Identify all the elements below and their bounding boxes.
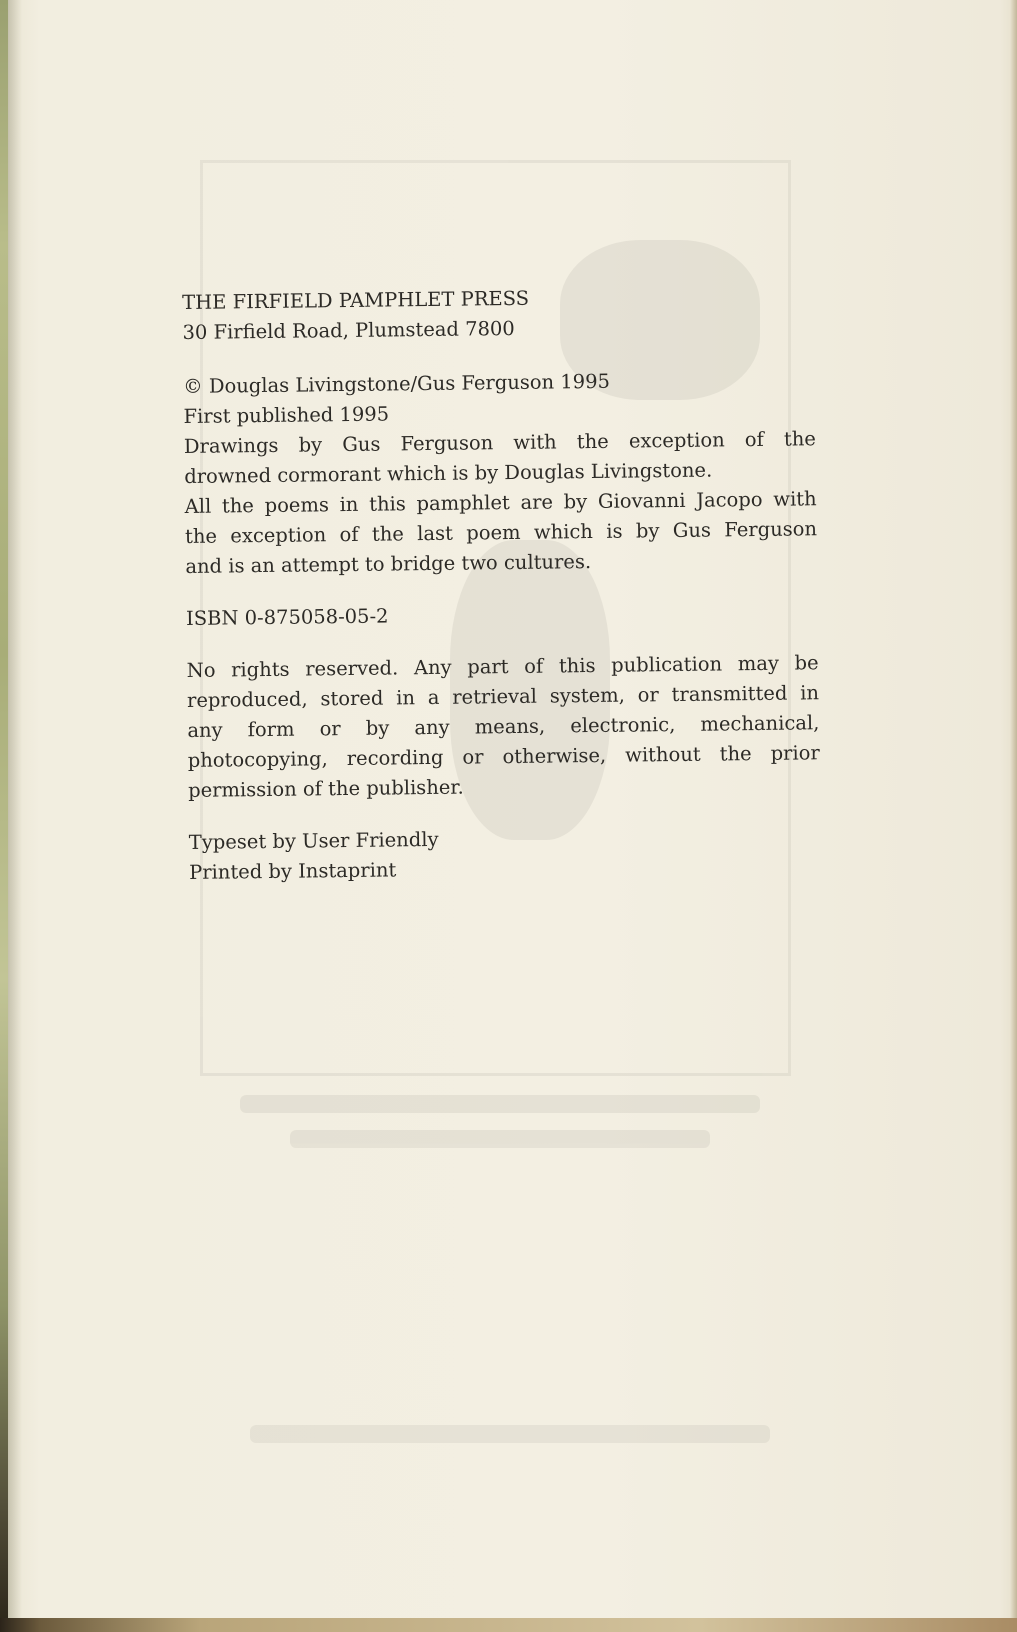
poems-credit-line: All the poems in this pamphlet are by Giovanni Jacopo with: [184, 487, 817, 518]
drawings-credit-line: Drawings by Gus Ferguson with the exception of the: [183, 427, 817, 458]
poems-credit-line: and is an attempt to bridge two cultures.: [185, 550, 592, 578]
isbn: ISBN 0-875058-05-2: [185, 604, 389, 630]
poems-credit-line: the exception of the last poem which is by Gus Ferguson: [184, 517, 818, 548]
rights-notice-line: any form or by any means, electronic, mechanical,: [187, 711, 820, 742]
show-through-text: [290, 1130, 710, 1148]
rights-notice-line: permission of the publisher.: [187, 775, 464, 802]
publisher-name: THE FIRFIELD PAMPHLET PRESS: [182, 286, 530, 314]
page-bottom-edge: [0, 1618, 1017, 1632]
typeset-credit: Typeset by User Friendly: [188, 827, 439, 854]
page-right-edge: [1010, 0, 1017, 1632]
copyright-notice: © Douglas Livingstone/Gus Ferguson 1995: [183, 369, 611, 398]
drawings-credit-line: drowned cormorant which is by Douglas Livingstone.: [184, 458, 713, 488]
copyright-page-text: [182, 280, 821, 888]
first-published: First published 1995: [183, 402, 390, 428]
publisher-address: 30 Firfield Road, Plumstead 7800: [182, 316, 515, 344]
rights-notice-line: No rights reserved. Any part of this publication may be: [186, 651, 819, 682]
show-through-text: [250, 1425, 770, 1443]
printer-credit: Printed by Instaprint: [189, 858, 397, 884]
rights-notice-line: photocopying, recording or otherwise, without the prior: [187, 741, 820, 772]
binding-shadow: [8, 0, 22, 1632]
binding-edge: [0, 0, 8, 1632]
show-through-text: [240, 1095, 760, 1113]
rights-notice-line: reproduced, stored in a retrieval system, or transmitted in: [186, 681, 820, 712]
